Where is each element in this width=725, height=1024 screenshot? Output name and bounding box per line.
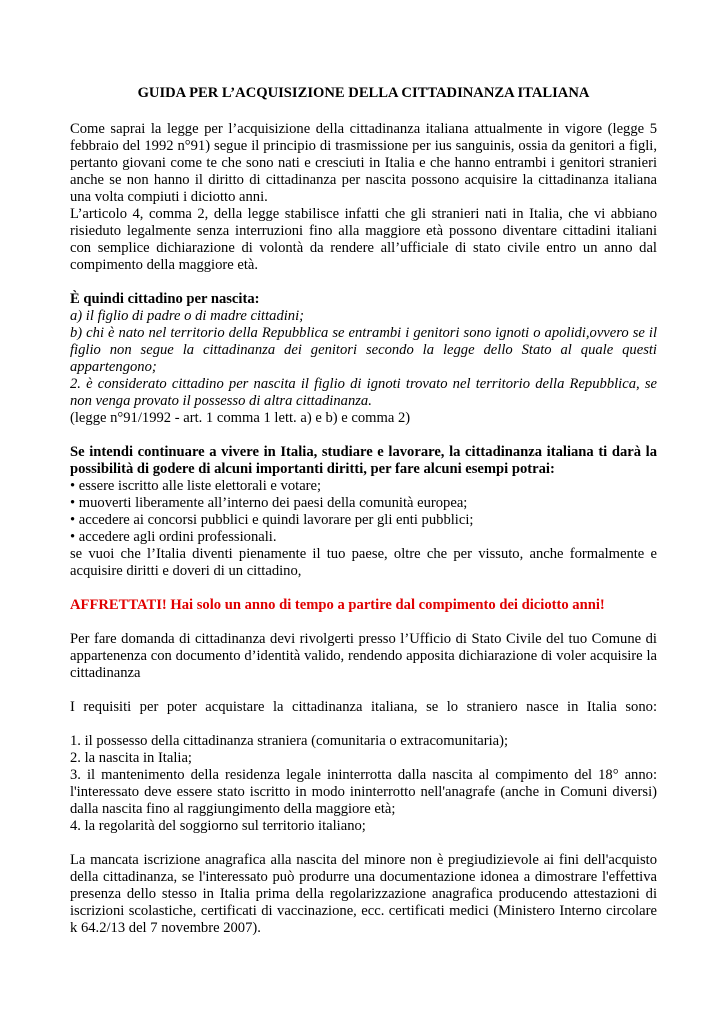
spacer [70, 835, 657, 852]
birth-heading: È quindi cittadino per nascita: [70, 291, 260, 307]
spacer [70, 427, 657, 444]
rights-list-item: • muoverti liberamente all’interno dei paesi della comunità europea; [70, 495, 468, 511]
requirement-item: 2. la nascita in Italia; [70, 750, 192, 766]
rights-heading: Se intendi continuare a vivere in Italia, studiare e lavorare, la cittadinanza italiana ti darà la possibilità di godere di alcuni importanti diritti, per fare alcuni esempi potrai: [70, 444, 657, 477]
requirement-item: 4. la regolarità del soggiorno sul territorio italiano; [70, 818, 366, 834]
requirement-item: 3. il mantenimento della residenza legale ininterrotta dalla nascita al compimento del 18° anno: l'interessato deve essere stato iscritto in modo ininterrotto nell'anagrafe (anche in Comuni diversi) dalla nascita fino al raggiungimento della maggiore età; [70, 767, 657, 817]
spacer [70, 614, 657, 631]
rights-list-item: • accedere agli ordini professionali. [70, 529, 277, 545]
spacer [70, 682, 657, 699]
document-title: GUIDA PER L’ACQUISIZIONE DELLA CITTADINANZA ITALIANA [137, 85, 590, 101]
intro-paragraph-1: Come saprai la legge per l’acquisizione della cittadinanza italiana attualmente in vigore (legge 5 febbraio del 1992 n°91) segue il principio di trasmissione per ius sanguinis, ossia da genitori a figli, pertanto giovani come te che sono nati e cresciuti in Italia e che hanno entrambi i genitori stranieri anche se non hanno il diritto di cittadinanza per nascita possono acquisire la cittadinanza italiana una volta compiuti i diciotto anni. [70, 121, 657, 205]
spacer [70, 716, 657, 733]
intro-paragraph-2: L’articolo 4, comma 2, della legge stabilisce infatti che gli stranieri nati in Italia, che vi abbiano risieduto legalmente senza interruzioni fino alla maggiore età possono diventare cittadini italiani con semplice dichiarazione di volontà da rendere all’ufficiale di stato civile entro un anno dal compimento della maggiore età. [70, 206, 657, 273]
birth-law-reference: (legge n°91/1992 - art. 1 comma 1 lett. a) e b) e comma 2) [70, 410, 411, 426]
requirements-intro: I requisiti per poter acquistare la cittadinanza italiana, se lo straniero nasce in Italia sono: [70, 699, 657, 715]
spacer [70, 274, 657, 291]
birth-item-2: 2. è considerato cittadino per nascita il figlio di ignoti trovato nel territorio della Repubblica, se non venga provato il possesso di altra cittadinanza. [70, 376, 657, 409]
document-body [70, 85, 657, 937]
requirement-item: 1. il possesso della cittadinanza straniera (comunitaria o extracomunitaria); [70, 733, 509, 749]
rights-list-item: • accedere ai concorsi pubblici e quindi lavorare per gli enti pubblici; [70, 512, 474, 528]
rights-closing: se vuoi che l’Italia diventi pienamente il tuo paese, oltre che per vissuto, anche formalmente e acquisire diritti e doveri di un cittadino, [70, 546, 657, 579]
final-paragraph: La mancata iscrizione anagrafica alla nascita del minore non è pregiudizievole ai fini dell'acquisto della cittadinanza, se l'interessato può produrre una documentazione idonea a dimostrare l'effettiva presenza dello stesso in Italia prima della regolarizzazione anagrafica producendo attestazioni di iscrizioni scolastiche, certificati di vaccinazione, ecc. certificati medici (Ministero Interno circolare k 64.2/13 del 7 novembre 2007). [70, 852, 657, 936]
spacer [70, 580, 657, 597]
birth-item-a: a) il figlio di padre o di madre cittadini; [70, 308, 305, 324]
rights-list-item: • essere iscritto alle liste elettorali e votare; [70, 478, 322, 494]
warning-notice: AFFRETTATI! Hai solo un anno di tempo a partire dal compimento dei diciotto anni! [70, 597, 605, 613]
birth-item-b: b) chi è nato nel territorio della Repubblica se entrambi i genitori sono ignoti o apolidi,ovvero se il figlio non segue la cittadinanza dei genitori secondo la legge dello Stato al quale questi appartengono; [70, 325, 657, 375]
application-paragraph: Per fare domanda di cittadinanza devi rivolgerti presso l’Ufficio di Stato Civile del tuo Comune di appartenenza con documento d’identità valido, rendendo apposita dichiarazione di voler acquisire la cittadinanza [70, 631, 657, 681]
